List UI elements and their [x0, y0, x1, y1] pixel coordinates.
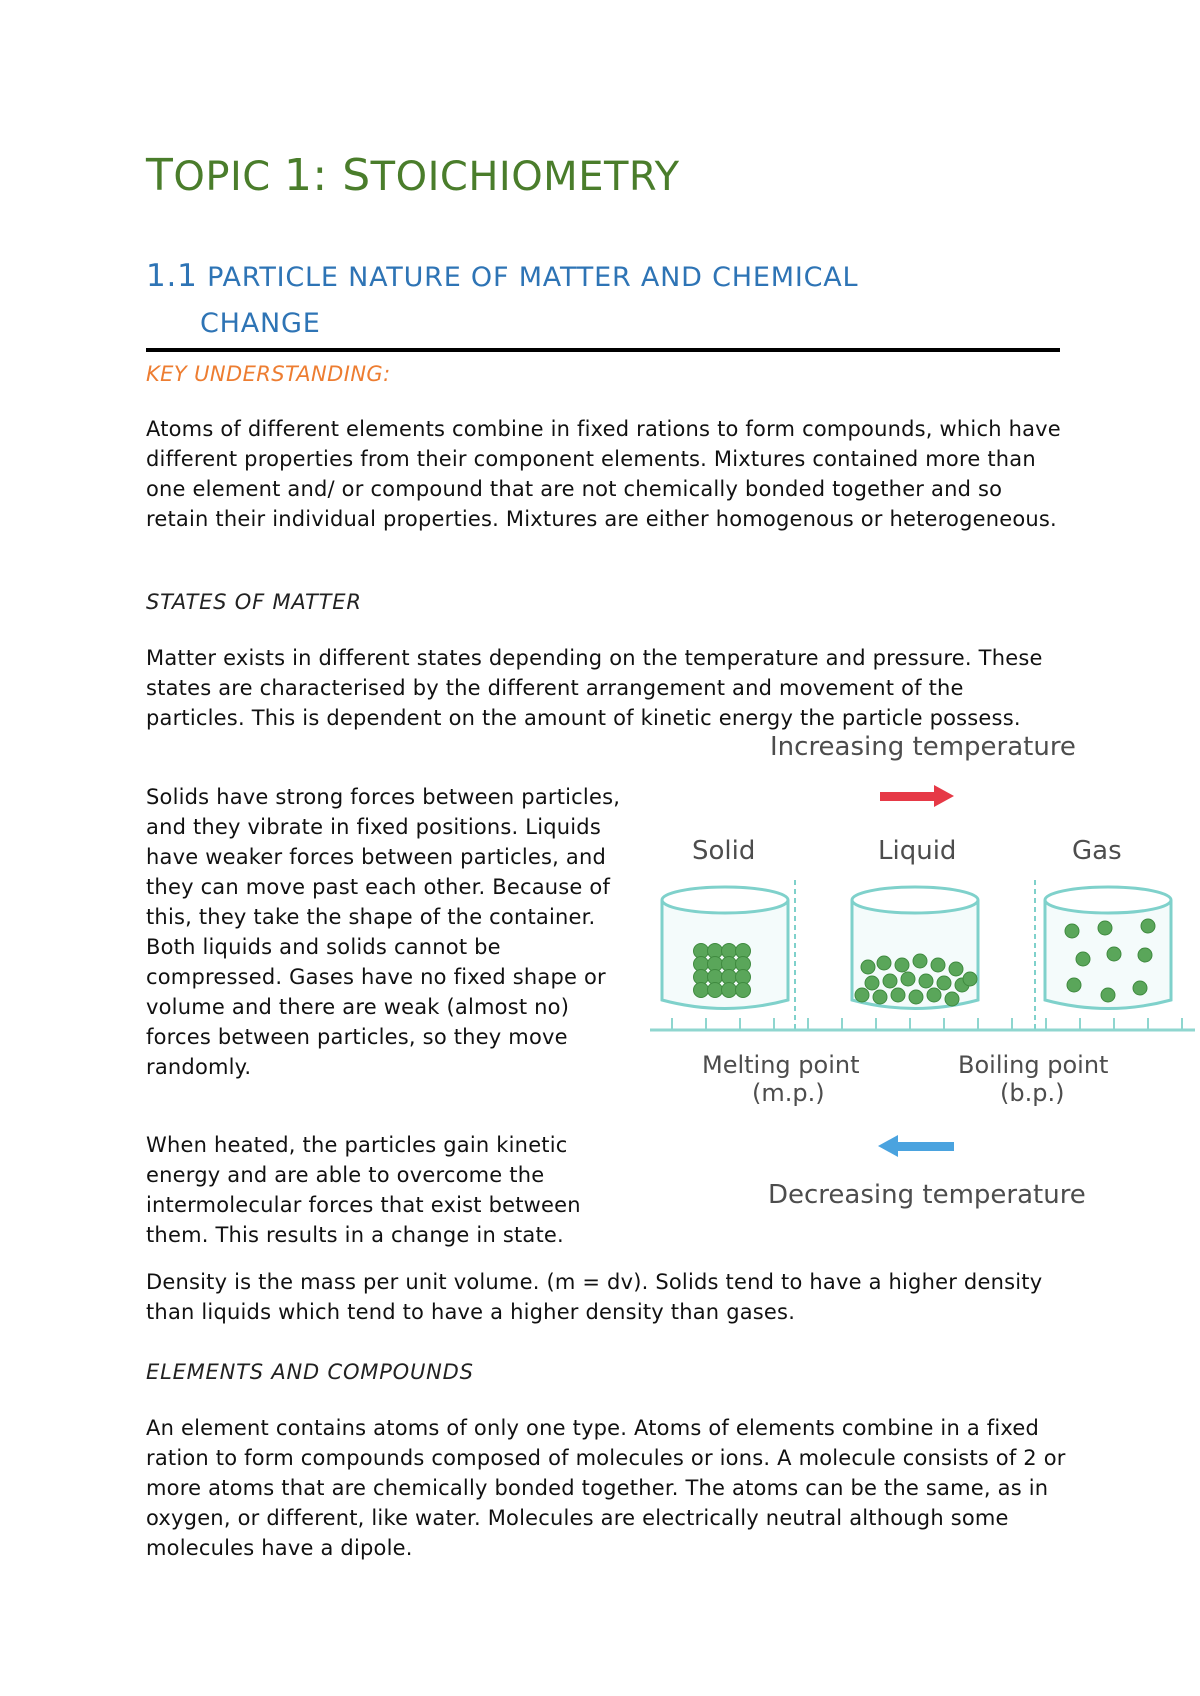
- liquid-beaker: [852, 887, 978, 1009]
- key-understanding-text: Atoms of different elements combine in fixed rations to form compounds, which have different properties from their component elements. Mixtures contained more than one element and/ or compound that are not chemically bonded together and so retain their individual properties. Mixtures are either homogenous or heterogeneous.: [146, 417, 1061, 531]
- boiling-point-label: Boiling point: [958, 1051, 1109, 1079]
- gas-particle: [1076, 952, 1090, 966]
- states-paragraph-2: Solids have strong forces between particles, and they vibrate in fixed positions. Liquids have weaker forces between particles, and they can move past each other. Because of this, they take the shape of the container. Both liquids and solids cannot be compressed. Gases have no fixed shape or volume and there are weak (almost no) forces between particles, so they move randomly.: [146, 785, 621, 1079]
- gas-particle: [1067, 978, 1081, 992]
- gas-particle: [1065, 924, 1079, 938]
- gas-particle: [1101, 988, 1115, 1002]
- liquid-particle: [937, 976, 951, 990]
- decreasing-temperature-label: Decreasing temperature: [768, 1180, 1086, 1210]
- melting-point-abbr: (m.p.): [752, 1079, 825, 1107]
- liquid-particle: [913, 954, 927, 968]
- hot-arrow-icon: [880, 785, 954, 807]
- liquid-particle: [909, 990, 923, 1004]
- gas-particle: [1098, 921, 1112, 935]
- liquid-particle: [873, 990, 887, 1004]
- boiling-point-abbr: (b.p.): [1000, 1079, 1065, 1107]
- gas-label: Gas: [1072, 836, 1122, 866]
- gas-particle: [1107, 947, 1121, 961]
- gas-particle: [1133, 981, 1147, 995]
- temperature-axis: [650, 1018, 1195, 1030]
- liquid-particle: [919, 974, 933, 988]
- liquid-particle: [877, 956, 891, 970]
- states-paragraph-3: When heated, the particles gain kinetic energy and are able to overcome the intermolecular forces that exist between them. This results in a change in state.: [146, 1133, 581, 1247]
- section-heading: 1.1 PARTICLE NATURE OF MATTER AND CHEMICAL: [146, 258, 859, 294]
- liquid-particle: [865, 976, 879, 990]
- liquid-particle: [949, 962, 963, 976]
- axis-ticks: [672, 1018, 1182, 1030]
- section-heading-continued: CHANGE: [200, 308, 321, 339]
- liquid-particle: [891, 988, 905, 1002]
- states-of-matter-heading: STATES OF MATTER: [146, 590, 362, 614]
- states-of-matter-diagram: [640, 725, 1200, 1235]
- elements-heading: ELEMENTS AND COMPOUNDS: [146, 1360, 474, 1384]
- solid-particle: [694, 983, 709, 998]
- liquid-particle: [901, 972, 915, 986]
- gas-particle: [1141, 919, 1155, 933]
- cold-arrow-icon: [878, 1135, 954, 1157]
- gas-particle: [1138, 948, 1152, 962]
- liquid-particle: [883, 974, 897, 988]
- melting-point-label: Melting point: [702, 1051, 860, 1079]
- liquid-particle: [855, 988, 869, 1002]
- increasing-temperature-label: Increasing temperature: [770, 732, 1076, 762]
- liquid-particle: [927, 988, 941, 1002]
- heading-rule: [146, 348, 1060, 352]
- elements-paragraph-1: An element contains atoms of only one type. Atoms of elements combine in a fixed ration to form compounds composed of molecules or ions. A molecule consists of 2 or more atoms that are chemically bonded together. The atoms can be the same, as in oxygen, or different, like water. Molecules are electrically neutral although some molecules have a dipole.: [146, 1416, 1066, 1560]
- solid-particle: [708, 983, 723, 998]
- liquid-particle: [861, 960, 875, 974]
- solid-label: Solid: [692, 836, 756, 866]
- liquid-particle: [963, 972, 977, 986]
- key-understanding-label: KEY UNDERSTANDING:: [146, 362, 391, 386]
- states-paragraph-1: Matter exists in different states depending on the temperature and pressure. These states are characterised by the different arrangement and movement of the particles. This is dependent on the amount of kinetic energy the particle possess.: [146, 646, 1043, 730]
- page-title: TOPIC 1: STOICHIOMETRY: [146, 150, 680, 201]
- liquid-particle: [895, 958, 909, 972]
- gas-beaker: [1045, 887, 1171, 1009]
- solid-beaker: [662, 887, 788, 1009]
- states-paragraph-4: Density is the mass per unit volume. (m = dv). Solids tend to have a higher density than liquids which tend to have a higher density than gases.: [146, 1270, 1043, 1324]
- solid-particle: [736, 983, 751, 998]
- liquid-label: Liquid: [878, 836, 957, 866]
- solid-particle: [722, 983, 737, 998]
- liquid-particle: [945, 992, 959, 1006]
- liquid-particle: [931, 958, 945, 972]
